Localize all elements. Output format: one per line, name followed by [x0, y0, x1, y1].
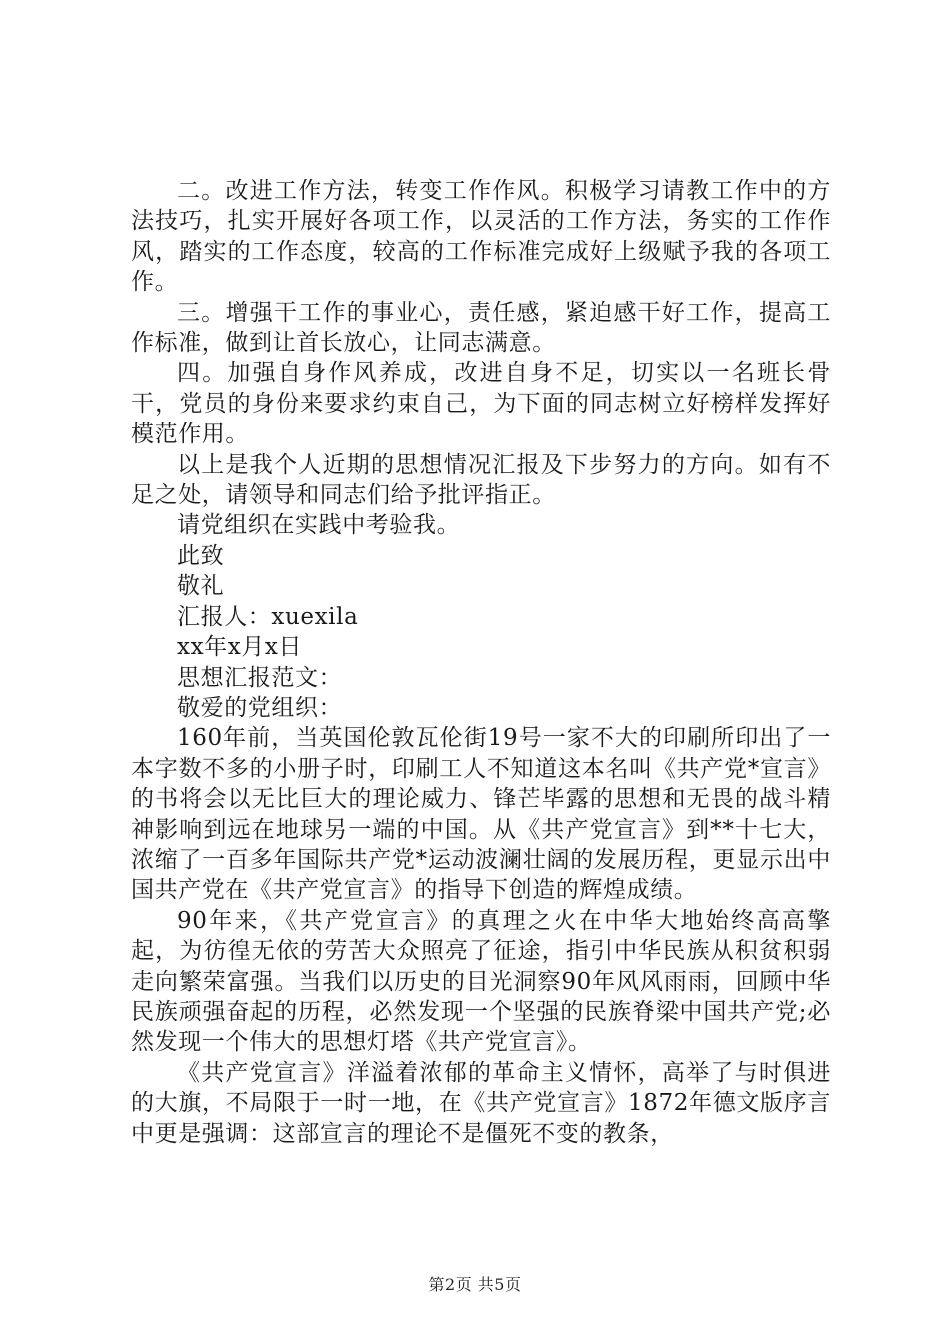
paragraph-self-discipline: 四。加强自身作风养成，改进自身不足，切实以一名班长骨干，党员的身份来要求约束自己，为下面的同志树立好榜样发挥好模范作用。 [131, 360, 831, 448]
closing-cizhi: 此致 [177, 542, 225, 569]
paragraph-ninety-years: 90年来，《共产党宣言》的真理之火在中华大地始终高高擎起，为彷徨无依的劳苦大众照亮了征途，指引中华民族从积贫积弱走向繁荣富强。当我们以历史的目光洞察90年风风雨雨，回顾中华民族顽强奋起的历程，必然发现一个坚强的民族脊梁中国共产党;必然发现一个伟大的思想灯塔《共产党宣言》。 [131, 907, 831, 1056]
paragraph-manifesto-history: 160年前，当英国伦敦瓦伦街19号一家不大的印刷所印出了一本字数不多的小册子时，印刷工人不知道这本名叫《共产党*宣言》的书将会以无比巨大的理论威力、锋芒毕露的思想和无畏的战斗精神影响到远在地球另一端的中国。从《共产党宣言》到**十七大，浓缩了一百多年国际共产党*运动波澜壮阔的发展历程，更显示出中国共产党在《共产党宣言》的指导下创造的辉煌成绩。 [131, 725, 831, 904]
paragraph-method: 二。改进工作方法，转变工作作风。积极学习请教工作中的方法技巧，扎实开展好各项工作，以灵活的工作方法，务实的工作作风，踏实的工作态度，较高的工作标准完成好上级赋予我的各项工作。 [131, 178, 831, 296]
page-footer: 第2页 共5页 [428, 1275, 522, 1294]
date-line: xx年x月x日 [177, 634, 303, 661]
paragraph-request: 请党组织在实践中考验我。 [177, 512, 461, 539]
paragraph-manifesto-spirit: 《共产党宣言》洋溢着浓郁的革命主义情怀，高举了与时俱进的大旗，不局限于一时一地，在《共产党宣言》1872年德文版序言中更是强调：这部宣言的理论不是僵死不变的教条， [131, 1059, 831, 1147]
paragraph-responsibility: 三。增强干工作的事业心，责任感，紧迫感干好工作，提高工作标准，做到让首长放心，让同志满意。 [131, 299, 831, 357]
paragraph-summary: 以上是我个人近期的思想情况汇报及下步努力的方向。如有不足之处，请领导和同志们给予批评指正。 [131, 451, 831, 509]
salutation: 敬爱的党组织： [177, 694, 343, 721]
closing-jingli: 敬礼 [177, 573, 225, 600]
document-body [131, 176, 831, 1149]
reporter-line: 汇报人：xuexila [177, 603, 359, 630]
section-heading: 思想汇报范文： [177, 664, 343, 691]
